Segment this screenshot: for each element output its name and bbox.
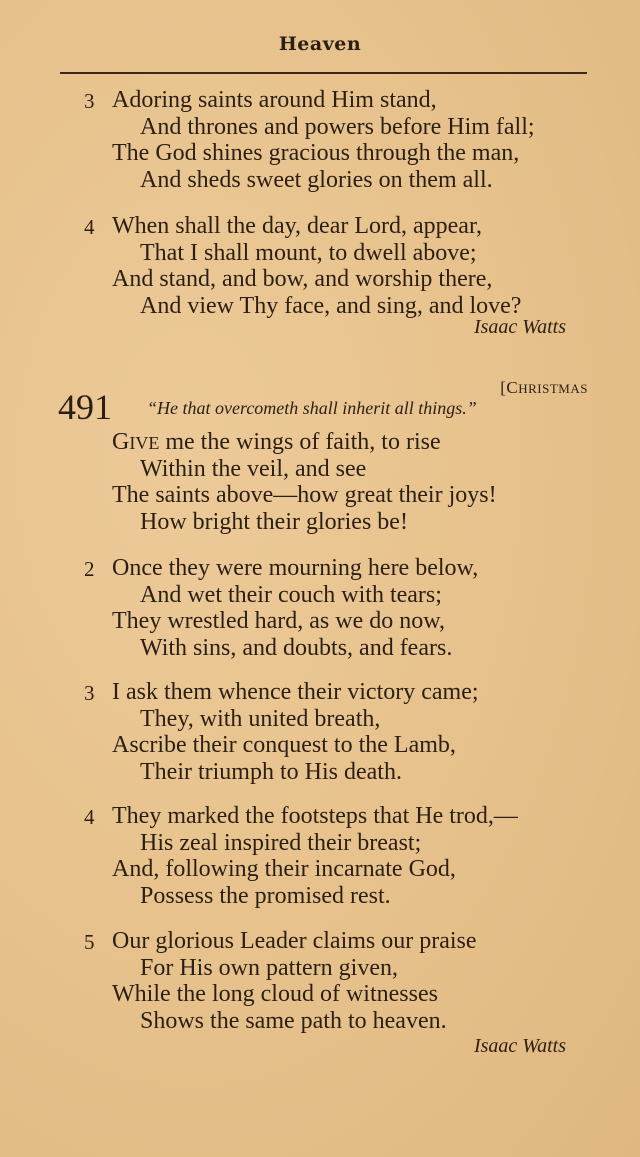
epigraph: “He that overcometh shall inherit all things.” (147, 398, 477, 418)
stanza-number: 4 (84, 805, 95, 829)
verse-line: Within the veil, and see (140, 455, 367, 482)
verse-line: Our glorious Leader claims our praise (112, 928, 477, 954)
verse-line: And thrones and powers before Him fall; (140, 113, 535, 140)
stanza-number: 3 (84, 89, 95, 113)
verse-line: How bright their glories be! (140, 508, 408, 535)
verse-line: I ask them whence their victory came; (112, 679, 479, 705)
verse-line: When shall the day, dear Lord, appear, (112, 213, 482, 239)
verse-line: Possess the promised rest. (140, 882, 391, 909)
verse-line: While the long cloud of witnesses (112, 981, 438, 1007)
verse-line: They marked the footsteps that He trod,— (112, 803, 518, 829)
header-rule (60, 72, 587, 74)
verse-line: Shows the same path to heaven. (140, 1007, 447, 1034)
verse-line: His zeal inspired their breast; (140, 829, 422, 856)
verse-line: And sheds sweet glories on them all. (140, 166, 493, 193)
stanza-number: 4 (84, 215, 95, 239)
verse-line: With sins, and doubts, and fears. (140, 634, 453, 661)
tune-name (500, 378, 588, 398)
previous-hymn-attribution: Isaac Watts (473, 316, 566, 338)
tune-rest: HRISTMAS (518, 381, 588, 396)
first-line-rest: me the wings of faith, to rise (159, 429, 441, 455)
verse-line: That I shall mount, to dwell above; (140, 239, 477, 266)
verse-line: For His own pattern given, (140, 954, 398, 981)
stanza-number: 3 (84, 681, 95, 705)
verse-line: And stand, and bow, and worship there, (112, 266, 493, 292)
verse-line: Ascribe their conquest to the Lamb, (112, 732, 456, 758)
verse-line: And, following their incarnate God, (112, 856, 456, 882)
hymn-number: 491 (58, 387, 112, 427)
verse-line: Adoring saints around Him stand, (112, 87, 437, 113)
first-word-rest: IVE (129, 433, 160, 453)
drop-initial: G (112, 429, 130, 455)
stanza-number: 2 (84, 557, 95, 581)
verse-line: And wet their couch with tears; (140, 581, 442, 608)
verse-line: Once they were mourning here below, (112, 555, 479, 581)
verse-line (112, 429, 441, 457)
running-header: Heaven (278, 33, 362, 55)
verse-line: They wrestled hard, as we do now, (112, 608, 446, 634)
verse-line: The God shines gracious through the man, (112, 140, 520, 166)
verse-line: Their triumph to His death. (140, 758, 402, 785)
verse-line: The saints above—how great their joys! (112, 482, 497, 508)
hymn-attribution: Isaac Watts (473, 1035, 566, 1057)
verse-line: They, with united breath, (140, 705, 381, 732)
verse-line: And view Thy face, and sing, and love? (140, 292, 522, 319)
tune-bracket: [C (500, 378, 519, 397)
stanza-number: 5 (84, 930, 95, 954)
